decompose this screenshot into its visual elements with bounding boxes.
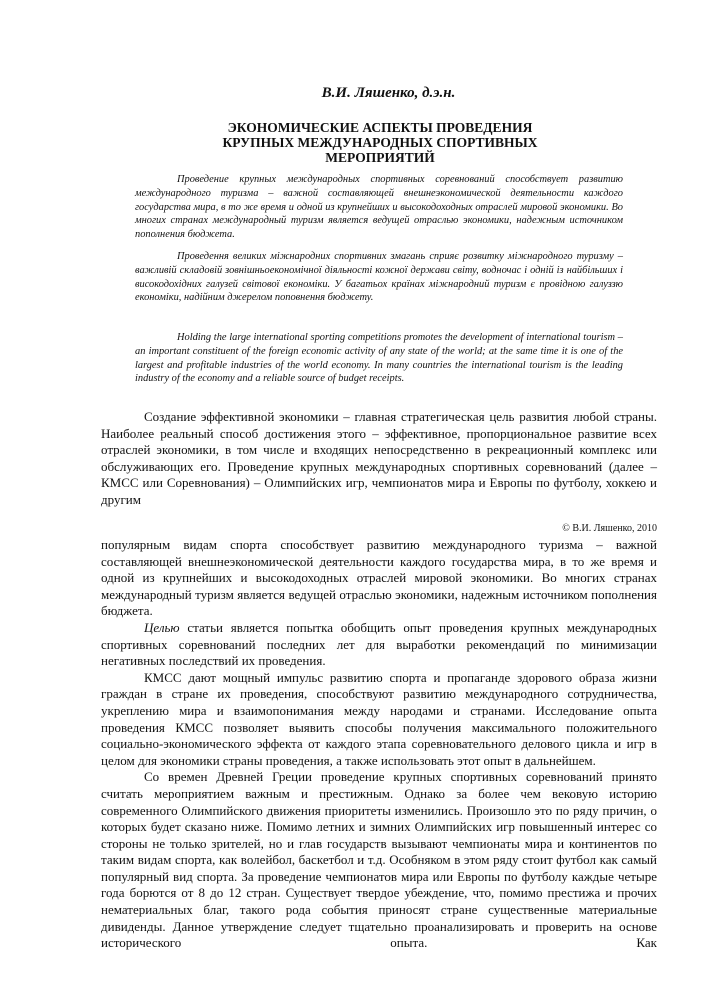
title-line-2: КРУПНЫХ МЕЖДУНАРОДНЫХ СПОРТИВНЫХ [222, 135, 538, 150]
body-continuation [101, 537, 657, 952]
title-line-3: МЕРОПРИЯТИЙ [325, 150, 435, 165]
abstract-english: Holding the large international sporting competitions promotes the development of international tourism – an important constituent of the foreign economic activity of any state of the world; at the same time it is one of the largest and profitable industries of the world economy. In many countries the international tourism is the leading industry of the economy and a reliable source of budget receipts. [135, 332, 623, 385]
body-paragraph-3: КМСС дают мощный импульс развитию спорта и пропаганде здорового образа жизни граждан в стране их проведения, способствуют развитию международного сотрудничества, укреплению мира и взаимопонимания между народами и странами. Исследование опыта проведения КМСС позволяет выявить способы получения максимального положительного социально-экономического эффекта от каждого этапа соревновательного делового цикла и игр в целом для экономики страны проведения, а также использовать этот опыт в дальнейшем. [101, 669, 657, 768]
title-line-1: ЭКОНОМИЧЕСКИЕ АСПЕКТЫ ПРОВЕДЕНИЯ [227, 120, 533, 135]
abstract-russian: Проведение крупных международных спортивных соревнований способствует развитию международного туризма – важной составляющей внешнеэкономической деятельности каждого государства мира, в то же время и одной из крупнейших и высокодоходных отраслей мировой экономики. Во многих странах международный туризм является ведущей отраслью экономики, надежным источником пополнения бюджета. [135, 174, 623, 241]
author-line: В.И. Ляшенко, д.э.н. [321, 85, 456, 101]
body-paragraph-1: Создание эффективной экономики – главная стратегическая цель развития любой страны. Наиболее реальный способ достижения этого – эффективное, пропорциональное развитие всех отраслей экономики, в том числе и входящих непосредственно в рекреационный комплекс или обслуживающих его. Проведение крупных международных спортивных соревнований (далее – КМСС или Соревнования) – Олимпийских игр, чемпионатов мира и Европы по футболу, хоккею и другим [101, 409, 657, 507]
abstract-ukrainian: Проведення великих міжнародних спортивних змагань сприяє розвитку міжнародного туризму – важливій складовій зовнішньоекономічної діяльності кожної держави світу, водночас і одній із найбільших і високодохідних галузей світової економіки. У багатьох країнах міжнародний туризм є провідною галуззю економіки, надійним джерелом поповнення бюджету. [135, 251, 623, 304]
article-title [160, 120, 600, 165]
body-paragraph-2-text: статьи является попытка обобщить опыт проведения крупных международных спортивных соревнований последних лет для выработки рекомендаций по минимизации негативных последствий их проведения. [101, 619, 657, 669]
body-paragraph-4: Со времен Древней Греции проведение крупных спортивных соревнований принято считать мероприятием важным и престижным. Однако за более чем вековую историю современного Олимпийского движения приоритеты изменились. Произошло это по ряду причин, о которых будет сказано ниже. Помимо летних и зимних Олимпийских игр повышенный интерес со стороны не только зрителей, но и глав государств вызывают чемпионаты мира и континентов по таким видам спорта, как волейбол, баскетбол и т.д. Особняком в этом ряду стоит футбол как самый популярный вид спорта. За проведение чемпионатов мира или Европы по футболу каждые четыре года борются от 8 до 12 стран. Существует твердое убеждение, что, помимо престижа и прочих нематериальных благ, такого рода события приносят стране существенные материальные дивиденды. Данное утверждение следует тщательно проанализировать и проверить на основе исторического опыта. Как [101, 769, 657, 951]
aim-keyword: Целью [144, 619, 180, 635]
body-paragraph-1-continued: популярным видам спорта способствует развитию международного туризма – важной составляющей внешнеэкономической деятельности каждого государства мира, в то же время и одной из крупнейших и высокодоходных отраслей мировой экономики. Во многих странах международный туризм является ведущей отраслью экономики, надежным источником пополнения бюджета. [101, 537, 657, 619]
copyright-notice: © В.И. Ляшенко, 2010 [562, 523, 657, 534]
body-paragraph-2 [101, 620, 657, 670]
